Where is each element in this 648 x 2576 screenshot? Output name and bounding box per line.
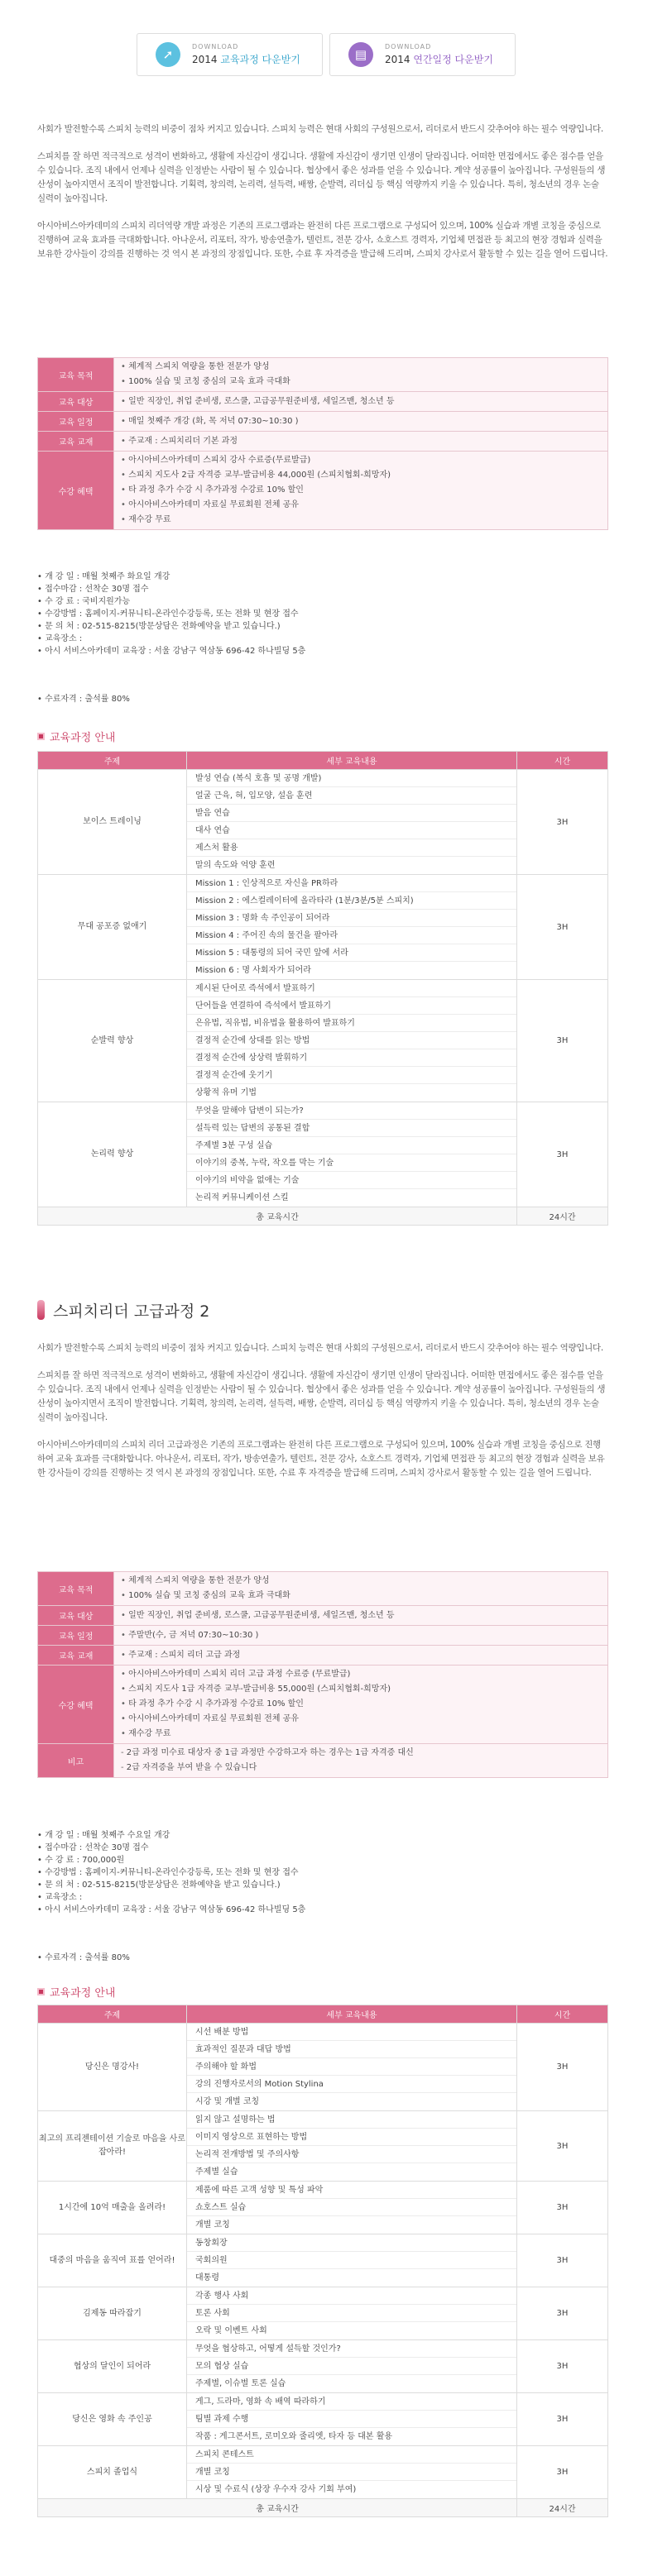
detail-item: 각종 행사 사회: [187, 2287, 516, 2305]
info-item: • 타 과정 추가 수강 시 추가과정 수강료 10% 할인: [121, 1697, 601, 1712]
download-name: 연간일정 다운받기: [413, 54, 493, 65]
detail-item: 대사 연습: [187, 822, 516, 839]
detail-item: 제스처 활용: [187, 839, 516, 857]
detail-item: 결정적 순간에 상대를 읽는 방법: [187, 1032, 516, 1049]
column-header: 주제: [38, 752, 187, 770]
info-label: 교육 목적: [38, 358, 114, 392]
info-value: [114, 452, 608, 530]
details-cell: [187, 2287, 517, 2340]
time-cell: 3H: [517, 2111, 608, 2182]
info-value: [114, 358, 608, 392]
detail-item: 개별 코칭: [195, 2220, 230, 2230]
intro-paragraph: 스피치를 잘 하면 적극적으로 성격이 변화하고, 생활에 자신감이 생깁니다. 생활에 자신감이 생기면 인생이 달라집니다. 어떠한 면접에서도 좋은 점수를 얻을 수 있습니다. 조직 내에서 언제나 실력을 인정받는 사람이 될 수 있습니다. 협상에서 좋은 성과를 얻을 수 있습니다. 계약 성공률이 높아집니다. 구성원들의 생산성이 높아지면서 조직이 발전합니다. 기획력, 창의력, 논리력, 설득력, 배짱, 순발력, 리더십 등 핵심 역량까지 키울 수 있습니다. 특히, 청소년의 경우 논술 실력이 높아집니다.: [37, 151, 606, 203]
table-row: [38, 2111, 608, 2182]
info-row: [38, 1572, 608, 1606]
course2-completion-note: • 수료자격 : 출석률 80%: [37, 1953, 130, 1962]
time-cell: 3H: [517, 1102, 608, 1207]
detail-item: Mission 6 : 명 사회자가 되어라: [195, 966, 311, 975]
detail-item: 결정적 순간에 상상력 발휘하기: [187, 1049, 516, 1067]
info-item: • 아시아비스아카데미 자료실 무료회원 전체 공유: [121, 498, 601, 513]
curriculum-table: [37, 2005, 608, 2517]
details-cell: [187, 2340, 517, 2393]
course2-info-table: [37, 1571, 608, 1778]
topic-cell: 협상의 달인이 되어라: [38, 2340, 187, 2393]
info-item: - 2급 자격증을 부여 받을 수 있습니다: [121, 1761, 601, 1775]
detail-item: 이야기의 비약을 없애는 기술: [187, 1172, 516, 1189]
info-item: • 매일 첫째주 개강 (화, 목 저녁 07:30~10:30 ): [121, 414, 601, 429]
note-line: • 수 강 료 : 700,000원: [37, 1856, 125, 1865]
total-value: 24시간: [517, 1207, 608, 1226]
topic-cell: 무대 공포증 없애기: [38, 875, 187, 980]
info-table: [37, 357, 608, 530]
info-value: [114, 1744, 608, 1778]
intro-paragraph: 사회가 발전할수록 스피치 능력의 비중이 점차 커지고 있습니다. 스피치 능력은 현대 사회의 구성원으로서, 리더로서 반드시 갖추어야 하는 필수 역량입니다.: [37, 124, 603, 134]
topic-cell: 김제동 따라잡기: [38, 2287, 187, 2340]
detail-item: 제시된 단어로 즉석에서 발표하기: [187, 980, 516, 997]
info-item: • 일반 직장인, 취업 준비생, 로스쿨, 고급공무원준비생, 세일즈맨, 청소년 등: [121, 1608, 601, 1623]
square-bullet-icon: [37, 1988, 45, 1995]
column-header: 시간: [517, 752, 608, 770]
note-line: • 문 의 처 : 02-515-8215(방문상담은 전화예약을 받고 있습니다.): [37, 1881, 281, 1890]
info-item: • 재수강 무료: [121, 513, 601, 528]
detail-item: 대통령: [195, 2273, 219, 2282]
info-label: 교육 대상: [38, 392, 114, 412]
detail-item: 논리적 전개방법 및 주의사항: [187, 2146, 516, 2163]
topic-cell: 당신은 명강사!: [38, 2024, 187, 2111]
course1-info-table: [37, 357, 608, 530]
total-label: 총 교육시간: [38, 1207, 517, 1226]
course1-completion-note: • 수료자격 : 출석률 80%: [37, 695, 130, 704]
details-cell: [187, 2446, 517, 2499]
detail-item: 읽지 않고 설명하는 법: [187, 2111, 516, 2129]
info-item: • 100% 실습 및 코칭 중심의 교육 효과 극대화: [121, 1589, 601, 1603]
info-label: 교육 일정: [38, 1626, 114, 1646]
detail-item: Mission 4 : 주어진 속의 물건을 팔아라: [187, 927, 516, 944]
info-label: 비고: [38, 1744, 114, 1778]
curriculum-table: [37, 751, 608, 1226]
info-row: [38, 1626, 608, 1646]
info-value: [114, 432, 608, 452]
course2-curriculum-table: [37, 2005, 608, 2517]
detail-item: 은유법, 직유법, 비유법을 활용하여 발표하기: [187, 1015, 516, 1032]
info-item: • 주교재 : 스피치리더 기본 과정: [121, 434, 601, 449]
detail-item: 이야기의 중복, 누락, 작오를 막는 기술: [187, 1154, 516, 1172]
column-header: 세부 교육내용: [187, 2005, 517, 2024]
note-line: • 수강방법 : 홈페이지-커뮤니티-온라인수강등록, 또는 전화 및 현장 접수: [37, 609, 299, 619]
topic-cell: 당신은 영화 속 주인공: [38, 2393, 187, 2446]
time-cell: 3H: [517, 2287, 608, 2340]
detail-item: 논리적 커뮤니케이션 스킬: [195, 1193, 289, 1202]
total-row: [38, 1207, 608, 1226]
detail-item: 국회의원: [187, 2252, 516, 2269]
column-header: 세부 교육내용: [187, 752, 517, 770]
table-row: [38, 2182, 608, 2234]
note-line: • 개 강 일 : 매월 첫째주 화요일 개강: [37, 572, 170, 581]
time-cell: 3H: [517, 2446, 608, 2499]
table-row: [38, 1102, 608, 1207]
detail-item: 동창회장: [187, 2234, 516, 2252]
details-cell: [187, 2111, 517, 2182]
detail-item: 상황적 유머 기법: [195, 1088, 257, 1097]
info-item: • 아시아비스아카데미 스피치 리더 고급 과정 수료증 (무료발급): [121, 1667, 601, 1682]
book-icon: ▤: [348, 42, 373, 67]
table-row: [38, 2234, 608, 2287]
detail-item: 개별 코칭: [187, 2464, 516, 2481]
detail-item: 효과적인 질문과 대답 방법: [187, 2041, 516, 2058]
detail-item: 시상 및 수료식 (상장 우수자 강사 기회 부여): [195, 2485, 357, 2494]
course1-curriculum-table: [37, 751, 608, 1226]
time-cell: 3H: [517, 2340, 608, 2393]
info-row: [38, 358, 608, 392]
info-label: 교육 일정: [38, 412, 114, 432]
info-label: 교육 교재: [38, 1646, 114, 1666]
heading-text: 교육과정 안내: [50, 731, 116, 744]
details-cell: [187, 770, 517, 875]
detail-item: 주제별, 이슈별 토론 실습: [195, 2379, 286, 2388]
info-item: • 100% 실습 및 코칭 중심의 교육 효과 극대화: [121, 375, 601, 390]
intro-paragraph: 아시아비스아카데미의 스피치 리더역량 개발 과정은 기존의 프로그램과는 완전히 다른 프로그램으로 구성되어 있으며, 100% 실습과 개별 코칭을 중심으로 진행하여 교육 효과를 극대화합니다. 아나운서, 리포터, 작가, 방송연출가, 텔런트, 전문 강사, 쇼호스트 경력자, 기업체 면접관 등 최고의 현장 경험과 실력을 보유한 강사들이 강의를 진행하는 것 역시 본 과정의 장점입니다. 또한, 수료 후 자격증을 발급해 드리며, 스피치 강사로서 활동할 수 있는 길을 열어 드립니다.: [37, 221, 608, 259]
detail-item: 제품에 따른 고객 성향 및 특성 파악: [187, 2182, 516, 2199]
info-value: [114, 1572, 608, 1606]
download-year: 2014: [385, 54, 410, 65]
info-label: 교육 대상: [38, 1606, 114, 1626]
table-row: [38, 2393, 608, 2446]
info-value: [114, 412, 608, 432]
time-cell: 3H: [517, 2234, 608, 2287]
info-row: [38, 1744, 608, 1778]
course1-intro: [37, 122, 608, 275]
details-cell: [187, 875, 517, 980]
download-name: 교육과정 다운받기: [220, 54, 300, 65]
detail-item: 토론 사회: [187, 2305, 516, 2322]
detail-item: 강의 진행자로서의 Motion Stylina: [187, 2076, 516, 2093]
info-item: • 아시아비스아카데미 스피치 강사 수료증(무료발급): [121, 453, 601, 468]
info-value: [114, 1606, 608, 1626]
info-row: [38, 412, 608, 432]
table-row: [38, 2446, 608, 2499]
topic-cell: 스피치 졸업식: [38, 2446, 187, 2499]
table-row: [38, 2024, 608, 2111]
info-table: [37, 1571, 608, 1778]
details-cell: [187, 2393, 517, 2446]
course2-intro: [37, 1341, 608, 1494]
info-item: • 재수강 무료: [121, 1727, 601, 1742]
info-item: • 스피치 지도사 1급 자격증 교부-발급비용 55,000원 (스피치협회-희망자): [121, 1682, 601, 1697]
info-value: [114, 392, 608, 412]
table-header: [38, 2005, 608, 2024]
note-line: • 문 의 처 : 02-515-8215(방문상담은 전화예약을 받고 있습니다.): [37, 622, 281, 631]
detail-item: 무엇을 말해야 답변이 되는가?: [187, 1102, 516, 1120]
details-cell: [187, 2024, 517, 2111]
note-line: • 수 강 료 : 국비지원가능: [37, 597, 131, 606]
time-cell: 3H: [517, 2393, 608, 2446]
note-line: • 접수마감 : 선착순 30명 접수: [37, 1843, 149, 1852]
download-year: 2014: [192, 54, 218, 65]
course2-curriculum-heading: [37, 1983, 608, 2000]
detail-item: 단어들을 연결하여 즉석에서 발표하기: [187, 997, 516, 1015]
topic-cell: 최고의 프리젠테이션 기술로 마음을 사로잡아라!: [38, 2111, 187, 2182]
note-line: • 아시 서비스아카데미 교육장 : 서울 강남구 역삼동 696-42 하나빌딩 5층: [37, 1905, 306, 1914]
detail-item: 발성 연습 (복식 호흡 및 공명 개발): [187, 770, 516, 787]
detail-item: 무엇을 협상하고, 어떻게 설득할 것인가?: [187, 2340, 516, 2358]
info-item: • 스피치 지도사 2급 자격증 교부-발급비용 44,000원 (스피치협회-희망자): [121, 468, 601, 483]
note-line: • 아시 서비스아카데미 교육장 : 서울 강남구 역삼동 696-42 하나빌딩 5층: [37, 647, 306, 656]
topic-cell: 보이스 트레이닝: [38, 770, 187, 875]
table-row: [38, 2340, 608, 2393]
total-row: [38, 2499, 608, 2517]
info-row: [38, 1666, 608, 1744]
detail-item: 스피치 콘테스트: [187, 2446, 516, 2464]
intro-paragraph: 아시아비스아카데미의 스피치 리더 고급과정은 기존의 프로그램과는 완전히 다른 프로그램으로 구성되어 있으며, 100% 실습과 개별 코칭을 중심으로 진행하여 교육 효과를 극대화합니다. 아나운서, 리포터, 작가, 방송연출가, 텔런트, 전문 강사, 쇼호스트 경력자, 기업체 면접관 등 최고의 현장 경험과 실력을 보유한 강사들이 강의를 진행하는 것 역시 본 과정의 장점입니다. 또한, 수료 후 자격증을 발급해 드리며, 스피치 강사로서 활동할 수 있는 길을 열어 드립니다.: [37, 1440, 605, 1478]
cursor-icon: ➚: [156, 42, 180, 67]
info-row: [38, 432, 608, 452]
detail-item: 발음 연습: [187, 805, 516, 822]
time-cell: 3H: [517, 980, 608, 1102]
square-bullet-icon: [37, 733, 45, 740]
detail-item: 작품 : 게그콘서트, 로미오와 줄리엣, 타자 등 대본 활용: [195, 2432, 393, 2441]
course2-title-text: 스피치리더 고급과정 2: [53, 1302, 210, 1321]
detail-item: 시강 및 개별 코칭: [195, 2097, 260, 2106]
detail-item: Mission 5 : 대통령의 되어 국민 앞에 서라: [187, 944, 516, 962]
note-line: • 교육장소 :: [37, 634, 83, 643]
table-header: [38, 752, 608, 770]
detail-item: Mission 3 : 명화 속 주인공이 되어라: [187, 910, 516, 927]
info-item: • 아시아비스아카데미 자료실 무료회원 전체 공유: [121, 1712, 601, 1727]
note-line: • 개 강 일 : 매월 첫째주 수요일 개강: [37, 1831, 170, 1840]
time-cell: 3H: [517, 2024, 608, 2111]
details-cell: [187, 980, 517, 1102]
time-cell: 3H: [517, 875, 608, 980]
info-label: 교육 교재: [38, 432, 114, 452]
info-item: - 2급 과정 미수료 대상자 중 1급 과정만 수강하고자 하는 경우는 1급 자격증 대신: [121, 1746, 601, 1761]
note-line: • 수강방법 : 홈페이지-커뮤니티-온라인수강등록, 또는 전화 및 현장 접수: [37, 1868, 299, 1877]
detail-item: 팀별 과제 수행: [187, 2411, 516, 2428]
topic-cell: 대중의 마음을 움직여 표를 얻어라!: [38, 2234, 187, 2287]
info-item: • 주교재 : 스피치 리더 고급 과정: [121, 1648, 601, 1663]
info-label: 수강 혜택: [38, 452, 114, 530]
column-header: 주제: [38, 2005, 187, 2024]
info-item: • 체계적 스피치 역량을 통한 전문가 양성: [121, 1574, 601, 1589]
detail-item: 결정적 순간에 웃기기: [187, 1067, 516, 1084]
total-value: 24시간: [517, 2499, 608, 2517]
total-label: 총 교육시간: [38, 2499, 517, 2517]
details-cell: [187, 2234, 517, 2287]
title-bar-icon: [37, 1300, 45, 1320]
info-value: [114, 1646, 608, 1666]
topic-cell: 1시간에 10억 매출을 올려라!: [38, 2182, 187, 2234]
schedule-download-button[interactable]: [329, 33, 516, 76]
detail-item: 말의 속도와 억양 훈련: [195, 861, 276, 870]
course2-notes: [37, 1829, 608, 1916]
detail-item: Mission 1 : 인상적으로 자신을 PR하라: [187, 875, 516, 892]
course2-title: [37, 1298, 608, 1321]
heading-text: 교육과정 안내: [50, 1986, 116, 2000]
info-row: [38, 1646, 608, 1666]
detail-item: 쇼호스트 실습: [187, 2199, 516, 2216]
detail-item: 시선 배분 방법: [187, 2024, 516, 2041]
info-item: • 주말반(수, 금 저녁 07:30~10:30 ): [121, 1628, 601, 1643]
info-item: • 체계적 스피치 역량을 통한 전문가 양성: [121, 360, 601, 375]
time-cell: 3H: [517, 770, 608, 875]
detail-item: 주의해야 할 화법: [187, 2058, 516, 2076]
course1-notes: [37, 571, 608, 657]
note-line: • 접수마감 : 선착순 30명 접수: [37, 585, 149, 594]
info-value: [114, 1666, 608, 1744]
detail-item: 모의 협상 실습: [187, 2358, 516, 2375]
details-cell: [187, 2182, 517, 2234]
table-row: [38, 875, 608, 980]
download-small-label: DOWNLOAD: [385, 43, 432, 50]
info-item: • 일반 직장인, 취업 준비생, 로스쿨, 고급공무원준비생, 세일즈맨, 청소년 등: [121, 394, 601, 409]
info-row: [38, 1606, 608, 1626]
detail-item: 얼굴 근육, 혀, 입모양, 설음 훈련: [187, 787, 516, 805]
detail-item: 주제별 실습: [195, 2167, 238, 2177]
curriculum-download-button[interactable]: [137, 33, 323, 76]
intro-paragraph: 사회가 발전할수록 스피치 능력의 비중이 점차 커지고 있습니다. 스피치 능력은 현대 사회의 구성원으로서, 리더로서 반드시 갖추어야 하는 필수 역량입니다.: [37, 1343, 603, 1353]
detail-item: 주제별 3분 구성 실습: [187, 1137, 516, 1154]
topic-cell: 순발력 향상: [38, 980, 187, 1102]
download-small-label: DOWNLOAD: [192, 43, 239, 50]
detail-item: 오락 및 이벤트 사회: [195, 2326, 267, 2335]
table-row: [38, 770, 608, 875]
detail-item: Mission 2 : 에스컬레이터에 올라타라 (1분/3분/5분 스피치): [187, 892, 516, 910]
info-label: 교육 목적: [38, 1572, 114, 1606]
detail-item: 설득력 있는 답변의 공통된 결합: [187, 1120, 516, 1137]
details-cell: [187, 1102, 517, 1207]
intro-paragraph: 스피치를 잘 하면 적극적으로 성격이 변화하고, 생활에 자신감이 생깁니다. 생활에 자신감이 생기면 인생이 달라집니다. 어떠한 면접에서도 좋은 점수를 얻을 수 있습니다. 조직 내에서 언제나 실력을 인정받는 사람이 될 수 있습니다. 협상에서 좋은 성과를 얻을 수 있습니다. 계약 성공률이 높아집니다. 구성원들의 생산성이 높아지면서 조직이 발전합니다. 기획력, 창의력, 논리력, 설득력, 배짱, 순발력, 리더십 등 핵심 역량까지 키울 수 있습니다. 특히, 청소년의 경우 논술 실력이 높아집니다.: [37, 1370, 606, 1422]
info-value: [114, 1626, 608, 1646]
course1-curriculum-heading: [37, 728, 608, 744]
time-cell: 3H: [517, 2182, 608, 2234]
table-row: [38, 980, 608, 1102]
topic-cell: 논리력 향상: [38, 1102, 187, 1207]
info-row: [38, 392, 608, 412]
detail-item: 이미지 영상으로 표현하는 방법: [187, 2129, 516, 2146]
info-item: • 타 과정 추가 수강 시 추가과정 수강료 10% 할인: [121, 483, 601, 498]
table-row: [38, 2287, 608, 2340]
column-header: 시간: [517, 2005, 608, 2024]
info-row: [38, 452, 608, 530]
note-line: • 교육장소 :: [37, 1893, 83, 1902]
detail-item: 게그, 드라마, 영화 속 배역 따라하기: [187, 2393, 516, 2411]
info-label: 수강 혜택: [38, 1666, 114, 1744]
